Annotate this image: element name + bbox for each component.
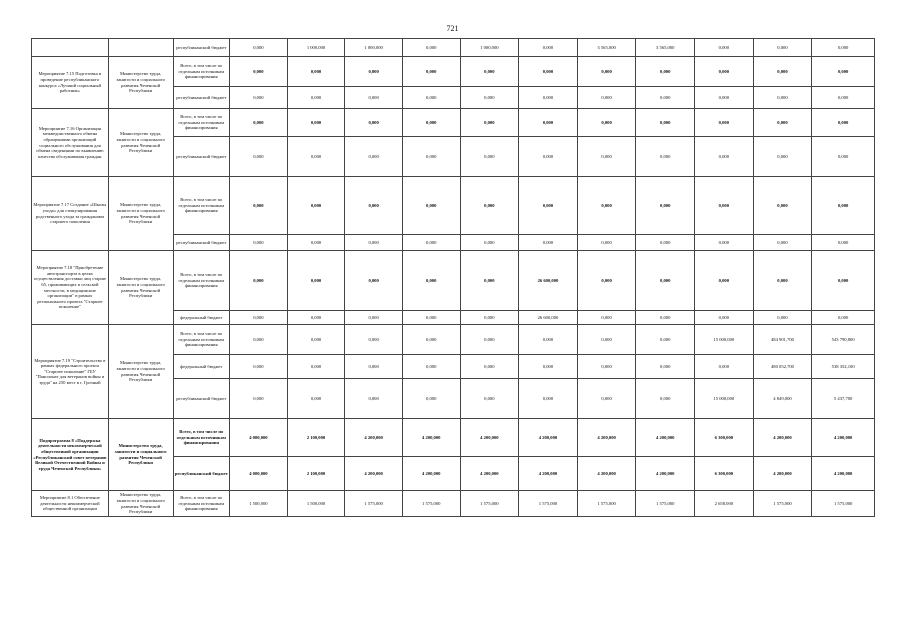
executor-cell: Министерство труда, занятости и социального развития Чеченской Республики — [108, 251, 173, 325]
funding-source-cell: Всего, в том числе по отдельным источникам финансирования — [173, 419, 230, 457]
amount-cell: 0,000 — [636, 379, 695, 419]
table-row — [32, 109, 875, 137]
amount-cell: 0,000 — [460, 325, 519, 355]
amount-cell: 0,000 — [577, 109, 636, 137]
amount-cell: 0,000 — [402, 137, 460, 177]
table-row — [32, 39, 875, 57]
amount-cell: 15 000,000 — [695, 325, 754, 355]
amount-cell: 4 200,000 — [577, 419, 636, 457]
amount-cell: 480 052,700 — [753, 355, 812, 379]
amount-cell: 0,000 — [460, 251, 519, 311]
amount-cell: 0,000 — [812, 57, 875, 87]
amount-cell: 3 565,000 — [577, 39, 636, 57]
amount-cell: 0,000 — [402, 87, 460, 109]
amount-cell: 0,000 — [287, 57, 345, 87]
amount-cell: 4 200,000 — [753, 457, 812, 491]
amount-cell: 0,000 — [753, 177, 812, 235]
executor-cell — [108, 39, 173, 57]
amount-cell: 0,000 — [402, 355, 460, 379]
amount-cell: 0,000 — [287, 235, 345, 251]
amount-cell: 0,000 — [577, 235, 636, 251]
amount-cell: 0,000 — [636, 57, 695, 87]
amount-cell: 0,000 — [230, 311, 288, 325]
amount-cell: 0,000 — [753, 87, 812, 109]
amount-cell: 0,000 — [577, 325, 636, 355]
amount-cell: 0,000 — [695, 177, 754, 235]
table-row — [32, 325, 875, 355]
measure-name-cell: Мероприятие 7.19 "Строительство в рамках федерального проекта "Старшее поколение" ГБУ "Пансионат для ветеранов войны и труда" на 250 мест в г. Грозный — [32, 325, 109, 419]
amount-cell: 1 500,000 — [230, 491, 288, 517]
amount-cell: 0,000 — [812, 235, 875, 251]
amount-cell: 0,000 — [519, 109, 578, 137]
amount-cell: 0,000 — [695, 311, 754, 325]
amount-cell: 0,000 — [577, 57, 636, 87]
funding-source-cell: Всего, в том числе по отдельным источникам финансирования — [173, 491, 230, 517]
amount-cell: 0,000 — [402, 235, 460, 251]
amount-cell: 0,000 — [695, 57, 754, 87]
funding-source-cell: республиканский бюджет — [173, 457, 230, 491]
amount-cell: 4 000,000 — [230, 457, 288, 491]
amount-cell: 0,000 — [812, 109, 875, 137]
amount-cell: 0,000 — [812, 311, 875, 325]
amount-cell: 4 200,000 — [345, 419, 403, 457]
amount-cell: 4 849,000 — [753, 379, 812, 419]
amount-cell: 5 437,700 — [812, 379, 875, 419]
page-number: 721 — [446, 24, 459, 33]
amount-cell: 1 575,000 — [753, 491, 812, 517]
table-row — [32, 177, 875, 235]
amount-cell: 1 575,000 — [577, 491, 636, 517]
funding-source-cell: республиканский бюджет — [173, 137, 230, 177]
amount-cell: 4 000,000 — [230, 419, 288, 457]
amount-cell: 0,000 — [345, 311, 403, 325]
amount-cell: 0,000 — [519, 177, 578, 235]
amount-cell: 0,000 — [287, 87, 345, 109]
amount-cell: 0,000 — [460, 137, 519, 177]
amount-cell: 15 000,000 — [695, 379, 754, 419]
amount-cell: 4 200,000 — [812, 457, 875, 491]
funding-source-cell: Всего, в том числе по отдельным источникам финансирования — [173, 57, 230, 87]
amount-cell: 0,000 — [402, 311, 460, 325]
amount-cell: 0,000 — [287, 177, 345, 235]
amount-cell: 0,000 — [460, 57, 519, 87]
amount-cell: 0,000 — [695, 235, 754, 251]
amount-cell: 0,000 — [695, 355, 754, 379]
amount-cell: 0,000 — [402, 251, 460, 311]
amount-cell: 4 200,000 — [345, 457, 403, 491]
amount-cell: 0,000 — [287, 311, 345, 325]
amount-cell: 0,000 — [577, 177, 636, 235]
funding-source-cell: федеральный бюджет — [173, 311, 230, 325]
amount-cell: 0,000 — [230, 355, 288, 379]
amount-cell: 0,000 — [287, 325, 345, 355]
amount-cell: 4 200,000 — [577, 457, 636, 491]
amount-cell: 0,000 — [460, 235, 519, 251]
amount-cell: 0,000 — [402, 325, 460, 355]
amount-cell: 0,000 — [460, 379, 519, 419]
amount-cell: 0,000 — [577, 137, 636, 177]
amount-cell: 0,000 — [753, 39, 812, 57]
amount-cell: 484 901,700 — [753, 325, 812, 355]
amount-cell: 1 000,000 — [345, 39, 403, 57]
amount-cell: 1 500,000 — [287, 491, 345, 517]
amount-cell: 4 200,000 — [812, 419, 875, 457]
amount-cell: 1 575,000 — [812, 491, 875, 517]
amount-cell: 0,000 — [460, 177, 519, 235]
executor-cell: Министерство труда, занятости и социального развития Чеченской Республики — [108, 419, 173, 491]
amount-cell: 0,000 — [230, 109, 288, 137]
amount-cell: 0,000 — [812, 251, 875, 311]
amount-cell: 0,000 — [230, 235, 288, 251]
amount-cell: 4 200,000 — [460, 419, 519, 457]
amount-cell: 0,000 — [695, 109, 754, 137]
amount-cell: 0,000 — [402, 57, 460, 87]
amount-cell: 0,000 — [345, 235, 403, 251]
amount-cell: 4 200,000 — [753, 419, 812, 457]
amount-cell: 4 200,000 — [519, 419, 578, 457]
amount-cell: 0,000 — [460, 355, 519, 379]
amount-cell: 0,000 — [695, 87, 754, 109]
executor-cell: Министерство труда, занятости и социального развития Чеченской Республики — [108, 325, 173, 419]
amount-cell: 1 000,000 — [287, 39, 345, 57]
amount-cell: 0,000 — [753, 137, 812, 177]
amount-cell: 0,000 — [519, 235, 578, 251]
amount-cell: 0,000 — [636, 87, 695, 109]
amount-cell: 26 600,000 — [519, 251, 578, 311]
amount-cell: 0,000 — [695, 39, 754, 57]
amount-cell: 0,000 — [230, 137, 288, 177]
amount-cell: 0,000 — [812, 39, 875, 57]
table-row — [32, 419, 875, 457]
amount-cell: 0,000 — [812, 87, 875, 109]
amount-cell: 0,000 — [636, 251, 695, 311]
table-row — [32, 491, 875, 517]
amount-cell: 0,000 — [287, 137, 345, 177]
executor-cell: Министерство труда, занятости и социального развития Чеченской Республики — [108, 177, 173, 251]
amount-cell: 0,000 — [753, 57, 812, 87]
amount-cell: 0,000 — [519, 325, 578, 355]
amount-cell: 1 575,000 — [345, 491, 403, 517]
amount-cell: 0,000 — [230, 87, 288, 109]
amount-cell: 0,000 — [636, 355, 695, 379]
amount-cell: 0,000 — [345, 87, 403, 109]
amount-cell: 0,000 — [287, 355, 345, 379]
amount-cell: 3 565,000 — [636, 39, 695, 57]
amount-cell: 0,000 — [519, 355, 578, 379]
amount-cell: 543 790,800 — [812, 325, 875, 355]
amount-cell: 6 300,000 — [695, 419, 754, 457]
executor-cell: Министерство труда, занятости и социального развития Чеченской Республики — [108, 491, 173, 517]
amount-cell: 0,000 — [519, 39, 578, 57]
amount-cell: 6 300,000 — [695, 457, 754, 491]
amount-cell: 0,000 — [402, 177, 460, 235]
funding-source-cell: федеральный бюджет — [173, 355, 230, 379]
amount-cell: 4 200,000 — [519, 457, 578, 491]
amount-cell: 0,000 — [230, 57, 288, 87]
amount-cell: 0,000 — [345, 57, 403, 87]
amount-cell: 0,000 — [345, 355, 403, 379]
amount-cell: 0,000 — [577, 379, 636, 419]
budget-table — [31, 38, 875, 517]
funding-source-cell: Всего, в том числе по отдельным источникам финансирования — [173, 325, 230, 355]
amount-cell: 0,000 — [345, 325, 403, 355]
amount-cell: 1 575,000 — [460, 491, 519, 517]
amount-cell: 0,000 — [460, 311, 519, 325]
funding-source-cell: республиканский бюджет — [173, 39, 230, 57]
measure-name-cell: Мероприятие 7.15 Подготовка и проведение республиканского конкурса «Лучший социальный работник» — [32, 57, 109, 109]
table-row — [32, 57, 875, 87]
funding-source-cell: Всего, в том числе по отдельным источникам финансирования — [173, 109, 230, 137]
amount-cell: 0,000 — [695, 251, 754, 311]
amount-cell: 1 575,000 — [402, 491, 460, 517]
amount-cell: 0,000 — [345, 177, 403, 235]
amount-cell: 1 575,000 — [519, 491, 578, 517]
amount-cell: 0,000 — [636, 235, 695, 251]
amount-cell: 0,000 — [345, 109, 403, 137]
amount-cell: 26 600,000 — [519, 311, 578, 325]
amount-cell: 4 200,000 — [402, 457, 460, 491]
budget-table-body — [32, 39, 875, 517]
amount-cell: 0,000 — [695, 137, 754, 177]
amount-cell: 4 200,000 — [402, 419, 460, 457]
amount-cell: 0,000 — [230, 379, 288, 419]
amount-cell: 0,000 — [519, 379, 578, 419]
amount-cell: 0,000 — [402, 109, 460, 137]
amount-cell: 0,000 — [577, 251, 636, 311]
amount-cell: 0,000 — [287, 251, 345, 311]
amount-cell: 0,000 — [460, 87, 519, 109]
amount-cell: 4 200,000 — [636, 419, 695, 457]
measure-name-cell: Мероприятие 7.18 "Приобретение автотранспорта в целях осуществления доставки лиц старше 65, проживающих в сельской местности, в медицинские организации" в рамках регионального проекта "Старшее поколение" — [32, 251, 109, 325]
amount-cell: 0,000 — [519, 57, 578, 87]
amount-cell: 0,000 — [460, 109, 519, 137]
amount-cell: 0,000 — [636, 311, 695, 325]
amount-cell: 0,000 — [402, 39, 460, 57]
amount-cell: 0,000 — [753, 311, 812, 325]
measure-name-cell — [32, 39, 109, 57]
amount-cell: 1 575,000 — [636, 491, 695, 517]
amount-cell: 4 200,000 — [636, 457, 695, 491]
funding-source-cell: республиканский бюджет — [173, 87, 230, 109]
amount-cell: 0,000 — [753, 235, 812, 251]
amount-cell: 0,000 — [636, 137, 695, 177]
measure-name-cell: Мероприятие 7.17 Создание «Школы ухода» для стимулирования родственного ухода за гражданами старшего поколения — [32, 177, 109, 251]
amount-cell: 2 100,000 — [287, 419, 345, 457]
measure-name-cell: Подпрограмма 8 «Поддержка деятельности некоммерческой общественной организации «Республиканский совет ветеранов Великой Отечественной Войны и труда Чеченской Республики» — [32, 419, 109, 491]
amount-cell: 538 352,100 — [812, 355, 875, 379]
table-row — [32, 251, 875, 311]
amount-cell: 0,000 — [577, 311, 636, 325]
amount-cell: 0,000 — [812, 177, 875, 235]
amount-cell: 0,000 — [753, 251, 812, 311]
amount-cell: 0,000 — [345, 379, 403, 419]
measure-name-cell: Мероприятие 8.1 Обеспечение деятельности некоммерческой общественной организации — [32, 491, 109, 517]
amount-cell: 0,000 — [577, 355, 636, 379]
amount-cell: 0,000 — [345, 137, 403, 177]
amount-cell: 0,000 — [577, 87, 636, 109]
amount-cell: 4 200,000 — [460, 457, 519, 491]
executor-cell: Министерство труда, занятости и социального развития Чеченской Республики — [108, 109, 173, 177]
executor-cell: Министерство труда, занятости и социального развития Чеченской Республики — [108, 57, 173, 109]
amount-cell: 0,000 — [402, 379, 460, 419]
amount-cell: 0,000 — [636, 109, 695, 137]
amount-cell: 0,000 — [636, 325, 695, 355]
amount-cell: 0,000 — [230, 325, 288, 355]
funding-source-cell: республиканский бюджет — [173, 379, 230, 419]
funding-source-cell: Всего, в том числе по отдельным источникам финансирования — [173, 177, 230, 235]
amount-cell: 0,000 — [230, 39, 288, 57]
amount-cell: 2 658,000 — [695, 491, 754, 517]
funding-source-cell: Всего, в том числе по отдельным источникам финансирования — [173, 251, 230, 311]
amount-cell: 0,000 — [519, 137, 578, 177]
measure-name-cell: Мероприятие 7.16 Организация межведомственного обмена обращениями организаций социального обслуживания для обмена сведениями по выявлению качества обслуживания граждан — [32, 109, 109, 177]
amount-cell: 0,000 — [345, 251, 403, 311]
amount-cell: 0,000 — [230, 177, 288, 235]
amount-cell: 1 000,000 — [460, 39, 519, 57]
amount-cell: 0,000 — [230, 251, 288, 311]
amount-cell: 0,000 — [636, 177, 695, 235]
amount-cell: 0,000 — [519, 87, 578, 109]
amount-cell: 0,000 — [812, 137, 875, 177]
amount-cell: 0,000 — [287, 379, 345, 419]
amount-cell: 0,000 — [287, 109, 345, 137]
amount-cell: 2 100,000 — [287, 457, 345, 491]
funding-source-cell: республиканский бюджет — [173, 235, 230, 251]
amount-cell: 0,000 — [753, 109, 812, 137]
